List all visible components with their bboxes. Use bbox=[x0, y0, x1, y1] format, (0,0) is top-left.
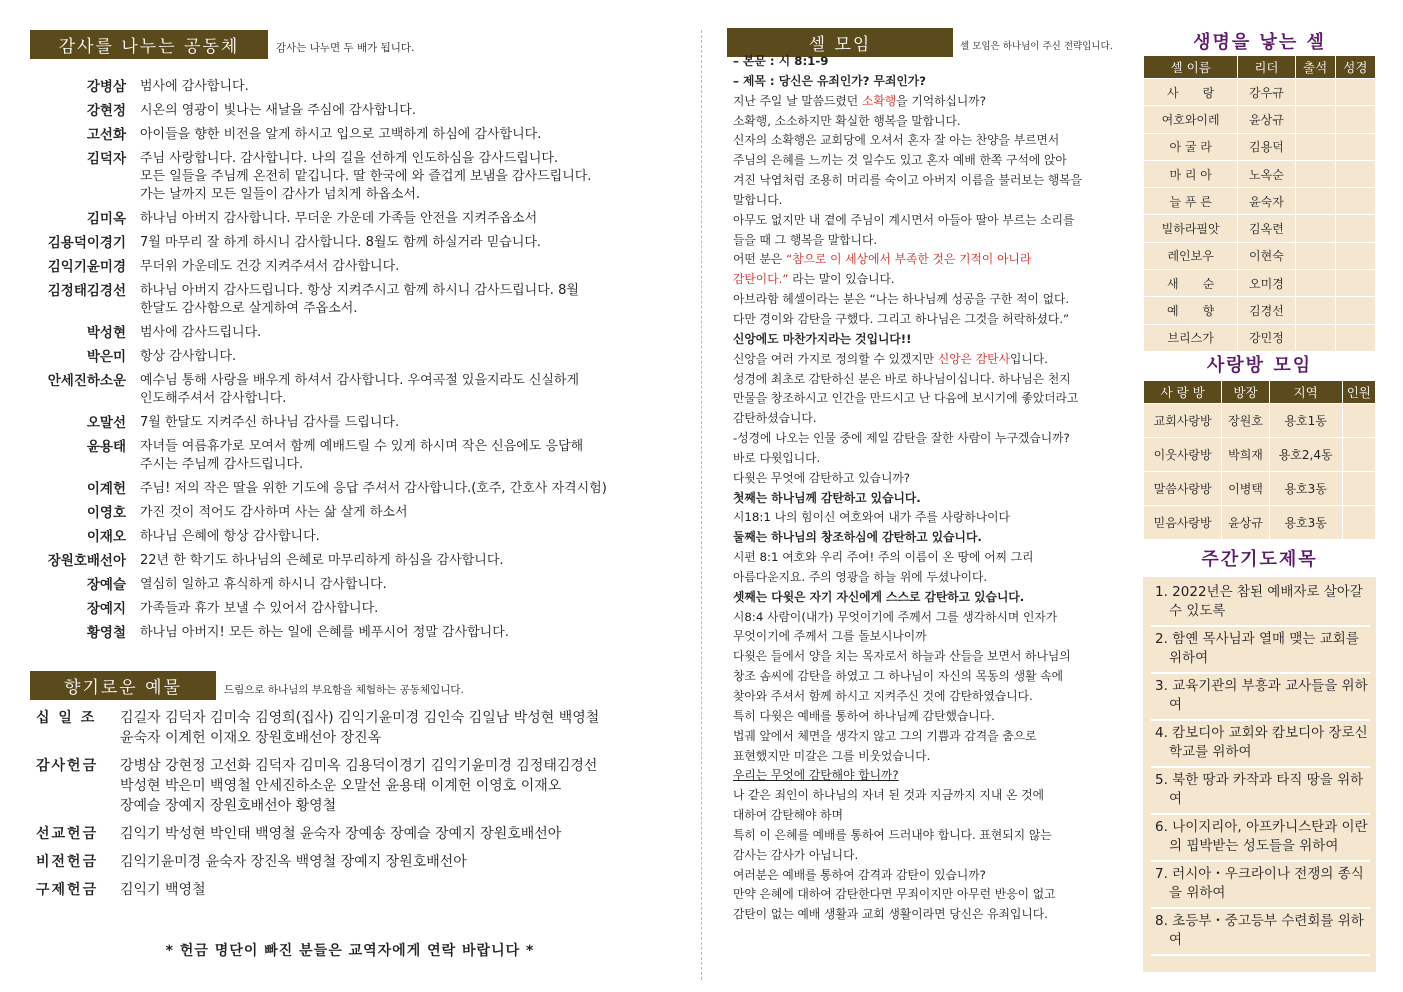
thanks-name: 이영호 bbox=[86, 505, 126, 521]
sermon-line bbox=[733, 112, 1129, 132]
thanks-name: 오말선 bbox=[86, 415, 126, 431]
thanks-name: 장예슬 bbox=[86, 577, 126, 593]
table-cell bbox=[1335, 160, 1375, 187]
sermon-line bbox=[733, 885, 1129, 905]
thanks-text: 범사에 감사합니다. bbox=[140, 79, 249, 94]
thanks-text: 항상 감사합니다. bbox=[140, 349, 237, 364]
offering-names: 김익기 박성현 박인태 백영철 윤숙자 장예송 장예슬 장예지 장원호배선아 bbox=[120, 826, 562, 842]
offering-label: 감사헌금 bbox=[36, 758, 99, 774]
prayer-list bbox=[1143, 577, 1376, 972]
sermon-text: 둘째는 하나님의 창조하심에 감탄하고 있습니다. bbox=[733, 530, 982, 545]
thanks-row bbox=[30, 324, 680, 342]
sermon-line bbox=[733, 905, 1129, 925]
thanks-text: 하나님 아버지 감사합니다. 무더운 가운데 가족들 안전을 지켜주옵소서 bbox=[140, 211, 538, 226]
table-cell: 용호1동 bbox=[1269, 404, 1342, 438]
table-cell: 늘 푸 른 bbox=[1144, 188, 1238, 215]
sermon-text: 여러분은 예배를 통하여 감격과 감탄이 있습니까? bbox=[733, 867, 986, 882]
sermon-line bbox=[733, 409, 1129, 429]
table-cell bbox=[1335, 133, 1375, 160]
table-cell: 새 순 bbox=[1144, 270, 1238, 297]
sermon-text: 신앙은 감탄사 bbox=[937, 351, 1010, 366]
sermon-line bbox=[733, 588, 1129, 608]
table-cell: 교회사랑방 bbox=[1144, 404, 1222, 438]
sermon-line bbox=[733, 528, 1129, 548]
cell-table-row bbox=[1144, 106, 1376, 133]
thanks-text: 22년 한 학기도 하나님의 은혜로 마무리하게 하심을 감사합니다. bbox=[140, 553, 504, 568]
column-header: 출석 bbox=[1295, 56, 1335, 79]
table-cell bbox=[1335, 79, 1375, 106]
sermon-text: 첫째는 하나님께 감탄하고 있습니다. bbox=[733, 490, 921, 505]
sermon-text: 나 같은 죄인이 하나님의 자녀 된 것과 지금까지 지내 온 것에 bbox=[733, 788, 1044, 803]
table-cell: 빌하라필앗 bbox=[1144, 215, 1238, 242]
thanks-name: 이재오 bbox=[86, 529, 126, 545]
offering-row bbox=[36, 852, 676, 872]
thanks-text: 7월 마무리 잘 하게 하시니 감사합니다. 8월도 함께 하실거라 믿습니다. bbox=[140, 235, 542, 250]
table-cell: 윤숙자 bbox=[1238, 188, 1295, 215]
thanks-name: 황영철 bbox=[86, 625, 126, 641]
table-cell: 용호2,4동 bbox=[1269, 438, 1342, 472]
offering-section-note: 드림으로 하나님의 부요함을 체험하는 공동체입니다. bbox=[224, 684, 464, 696]
prayer-item: 2. 함옌 목사님과 열매 맺는 교회를 위하여 bbox=[1151, 628, 1370, 674]
table-cell bbox=[1335, 324, 1375, 351]
thanks-section-title: 감사를 나누는 공동체 bbox=[30, 30, 268, 59]
sermon-line bbox=[733, 171, 1129, 191]
table-cell bbox=[1335, 188, 1375, 215]
sermon-text: 들을 때 그 행복을 말합니다. bbox=[733, 232, 878, 247]
thanks-section-note: 감사는 나누면 두 배가 됩니다. bbox=[276, 42, 415, 54]
sermon-line bbox=[733, 548, 1129, 568]
sermon-line bbox=[733, 846, 1129, 866]
column-header: 지역 bbox=[1269, 381, 1342, 404]
table-cell: 사 랑 bbox=[1144, 79, 1238, 106]
thanks-row bbox=[30, 528, 680, 546]
thanks-text: 가족들과 휴가 보낼 수 있어서 감사합니다. bbox=[140, 601, 379, 616]
sermon-line bbox=[733, 211, 1129, 231]
sermon-text: 특히 다윗은 예배를 통하여 하나님께 감탄했습니다. bbox=[733, 708, 995, 723]
sermon-text: 감탄이다.” bbox=[733, 272, 789, 287]
table-cell: 김경선 bbox=[1238, 297, 1295, 324]
table-cell bbox=[1295, 79, 1335, 106]
sermon-text: 바로 다윗입니다. bbox=[733, 450, 821, 465]
sermon-line bbox=[733, 290, 1129, 310]
table-cell bbox=[1335, 106, 1375, 133]
table-cell: 브리스가 bbox=[1144, 324, 1238, 351]
table-cell bbox=[1295, 188, 1335, 215]
sermon-text: 을 기억하십니까? bbox=[896, 93, 986, 108]
prayer-item: 7. 러시아・우크라이나 전쟁의 종식을 위하여 bbox=[1151, 863, 1370, 909]
thanks-row bbox=[30, 78, 680, 96]
table-cell: 노옥순 bbox=[1238, 160, 1295, 187]
cell-table bbox=[1143, 55, 1376, 352]
thanks-text: 범사에 감사드립니다. bbox=[140, 325, 262, 340]
cell-table-title: 생명을 낳는 셀 bbox=[1193, 32, 1326, 53]
sermon-line bbox=[733, 747, 1129, 767]
offering-list bbox=[36, 708, 676, 908]
sermon-text: 라는 말이 있습니다. bbox=[788, 272, 895, 287]
love-table-title: 사랑방 모임 bbox=[1206, 355, 1313, 376]
thanks-name: 강현정 bbox=[86, 103, 126, 119]
sermon-text: 감탄하셨습니다. bbox=[733, 411, 817, 426]
sermon-text: 시8:4 사람이(내가) 무엇이기에 주께서 그를 생각하시며 인자가 bbox=[733, 609, 1058, 624]
table-cell: 윤상규 bbox=[1222, 506, 1269, 540]
sermon-text: 소확행, 소소하지만 확실한 행복을 말합니다. bbox=[733, 113, 961, 128]
sermon-line bbox=[733, 608, 1129, 628]
sermon-text: 입니다. bbox=[1009, 351, 1048, 366]
offering-row bbox=[36, 880, 676, 900]
sermon-text: 소확행 bbox=[861, 93, 897, 108]
thanks-text: 7월 한달도 지켜주신 하나님 감사를 드립니다. bbox=[140, 415, 400, 430]
sermon-line bbox=[733, 151, 1129, 171]
sermon-text: 신자의 소확행은 교회당에 오셔서 혼자 잘 아는 찬양을 부르면서 bbox=[733, 133, 1060, 148]
prayer-item: 1. 2022년은 참된 예배자로 살아갈 수 있도록 bbox=[1151, 581, 1370, 627]
cell-table-row bbox=[1144, 160, 1376, 187]
love-table-row bbox=[1144, 438, 1376, 472]
cell-table-row bbox=[1144, 324, 1376, 351]
sermon-text: 만약 은혜에 대하여 감탄한다면 무죄이지만 아무런 반응이 없고 bbox=[733, 887, 1056, 902]
thanks-row bbox=[30, 600, 680, 618]
column-header: 리더 bbox=[1238, 56, 1295, 79]
column-divider bbox=[701, 30, 702, 980]
thanks-row bbox=[30, 258, 680, 276]
thanks-name: 김용덕이경기 bbox=[47, 235, 126, 251]
thanks-row bbox=[30, 282, 680, 318]
table-cell bbox=[1295, 297, 1335, 324]
sermon-line bbox=[733, 330, 1129, 350]
table-cell bbox=[1295, 242, 1335, 269]
thanks-row bbox=[30, 210, 680, 228]
sermon-line bbox=[733, 806, 1129, 826]
sermon-line bbox=[733, 469, 1129, 489]
thanks-row bbox=[30, 624, 680, 642]
table-cell bbox=[1342, 404, 1375, 438]
thanks-text: 주님! 저의 작은 딸을 위한 기도에 응답 주셔서 감사합니다.(호주, 간호사 자격시험) bbox=[140, 481, 607, 496]
sermon-text: 아름다운지요. 주의 영광을 하늘 위에 두셨나이다. bbox=[733, 569, 988, 584]
thanks-text: 아이들을 향한 비전을 알게 하시고 입으로 고백하게 하심에 감사합니다. bbox=[140, 127, 542, 142]
cell-table-row bbox=[1144, 215, 1376, 242]
thanks-name: 강병삼 bbox=[86, 79, 126, 95]
cell-table-row bbox=[1144, 270, 1376, 297]
table-cell bbox=[1342, 506, 1375, 540]
cell-table-row bbox=[1144, 242, 1376, 269]
sermon-line bbox=[733, 766, 1129, 786]
prayer-item: 5. 북한 땅과 카작과 타직 땅을 위하여 bbox=[1151, 769, 1370, 815]
column-header: 셀 이름 bbox=[1144, 56, 1238, 79]
thanks-name: 김덕자 bbox=[86, 151, 126, 167]
table-cell bbox=[1295, 106, 1335, 133]
table-cell: 믿음사랑방 bbox=[1144, 506, 1222, 540]
sermon-text: 다윗은 무엇에 감탄하고 있습니까? bbox=[733, 470, 911, 485]
thanks-name: 안세진하소운 bbox=[47, 373, 126, 389]
table-cell: 오미경 bbox=[1238, 270, 1295, 297]
sermon-line bbox=[733, 707, 1129, 727]
sermon-text: 아무도 없지만 내 곁에 주님이 계시면서 아들아 딸아 부르는 소리를 bbox=[733, 212, 1075, 227]
thanks-name: 고선화 bbox=[86, 127, 126, 143]
sermon-text: 감사는 감사가 아닙니다. bbox=[733, 847, 859, 862]
sermon-text: – 본문 : 시 8:1-9 bbox=[733, 54, 829, 68]
cell-table-row bbox=[1144, 188, 1376, 215]
sermon-text: 지난 주일 날 말씀드렸던 bbox=[733, 93, 862, 108]
sermon-text: 시18:1 나의 힘이신 여호와여 내가 주를 사랑하나이다 bbox=[733, 510, 1010, 525]
table-cell: 레인보우 bbox=[1144, 242, 1238, 269]
offering-label: 십 일 조 bbox=[36, 710, 97, 726]
sermon-line bbox=[733, 429, 1129, 449]
thanks-name: 윤용태 bbox=[86, 439, 126, 455]
cell-table-row bbox=[1144, 133, 1376, 160]
thanks-row bbox=[30, 504, 680, 522]
thanks-text: 열심히 일하고 휴식하게 하시니 감사합니다. bbox=[140, 577, 387, 592]
table-cell: 아 굴 라 bbox=[1144, 133, 1238, 160]
thanks-text: 가진 것이 적어도 감사하며 사는 삶 살게 하소서 bbox=[140, 505, 408, 520]
thanks-row bbox=[30, 372, 680, 408]
thanks-list bbox=[30, 78, 680, 648]
sermon-line bbox=[733, 52, 1129, 72]
sermon-text: 신앙에도 마찬가지라는 것입니다!! bbox=[733, 331, 912, 346]
table-cell: 용호3동 bbox=[1269, 472, 1342, 506]
sermon-line bbox=[733, 647, 1129, 667]
sermon-text: 감탄이 없는 예배 생활과 교회 생활이라면 당신은 유죄입니다. bbox=[733, 907, 1048, 922]
table-cell bbox=[1335, 242, 1375, 269]
column-header: 인원 bbox=[1342, 381, 1375, 404]
thanks-row bbox=[30, 126, 680, 144]
sermon-line bbox=[733, 489, 1129, 509]
table-cell bbox=[1295, 270, 1335, 297]
table-cell: 윤상규 bbox=[1238, 106, 1295, 133]
sermon-text: 신앙을 여러 가지로 정의할 수 있겠지만 bbox=[733, 351, 938, 366]
table-cell: 이현숙 bbox=[1238, 242, 1295, 269]
offering-label: 비전헌금 bbox=[36, 854, 99, 870]
thanks-row bbox=[30, 480, 680, 498]
thanks-row bbox=[30, 414, 680, 432]
sermon-line bbox=[733, 508, 1129, 528]
sermon-line bbox=[733, 667, 1129, 687]
thanks-row bbox=[30, 348, 680, 366]
sermon-text: 어떤 분은 bbox=[733, 252, 787, 267]
sermon-line bbox=[733, 389, 1129, 409]
sermon-text: 법궤 앞에서 체면을 생각지 않고 그의 기쁨과 감격을 춤으로 bbox=[733, 728, 1037, 743]
thanks-name: 김익기윤미경 bbox=[47, 259, 126, 275]
sermon-text: 창조 솜씨에 감탄을 하였고 그 하나님이 자신의 목동의 생활 속에 bbox=[733, 669, 1064, 684]
sermon-text: 셋째는 다윗은 자기 자신에게 스스로 감탄하고 있습니다. bbox=[733, 589, 1025, 604]
sermon-text: 아브라함 헤셀이라는 분은 “나는 하나님께 성공을 구한 적이 없다. bbox=[733, 292, 1070, 307]
thanks-name: 장예지 bbox=[86, 601, 126, 617]
thanks-name: 김정태김경선 bbox=[47, 283, 126, 299]
sermon-line bbox=[733, 449, 1129, 469]
table-cell bbox=[1342, 472, 1375, 506]
table-cell: 강우규 bbox=[1238, 79, 1295, 106]
table-cell: 마 리 아 bbox=[1144, 160, 1238, 187]
offering-names: 강병삼 강현정 고선화 김덕자 김미옥 김용덕이경기 김익기윤미경 김정태김경선 박성현 박은미 백영철 안세진하소운 오말선 윤용태 이계헌 이영호 이재오 장예슬 장예지 장원호배선아 황영철 bbox=[120, 758, 598, 814]
table-cell: 예 향 bbox=[1144, 297, 1238, 324]
love-table-row bbox=[1144, 404, 1376, 438]
sermon-line bbox=[733, 270, 1129, 290]
table-cell bbox=[1335, 270, 1375, 297]
cell-table-row bbox=[1144, 79, 1376, 106]
thanks-row bbox=[30, 438, 680, 474]
offering-row bbox=[36, 756, 676, 816]
table-cell: 강민정 bbox=[1238, 324, 1295, 351]
table-cell: 이병택 bbox=[1222, 472, 1269, 506]
thanks-text: 시온의 영광이 빛나는 새날을 주심에 감사합니다. bbox=[140, 103, 416, 118]
table-cell bbox=[1335, 297, 1375, 324]
sermon-line bbox=[733, 191, 1129, 211]
offering-footnote: * 헌금 명단이 빠진 분들은 교역자에게 연락 바랍니다 * bbox=[165, 943, 535, 959]
sermon-line bbox=[733, 370, 1129, 390]
love-table bbox=[1143, 380, 1376, 540]
sermon-text: “참으로 이 세상에서 부족한 것은 기적이 아니라 bbox=[786, 252, 1032, 267]
love-table-row bbox=[1144, 472, 1376, 506]
sermon-text: 시편 8:1 여호와 우리 주여! 주의 이름이 온 땅에 어찌 그리 bbox=[733, 550, 1034, 565]
cell-section-note: 셀 모임은 하나님이 주신 전략입니다. bbox=[960, 41, 1113, 52]
table-cell bbox=[1295, 215, 1335, 242]
table-header-row bbox=[1144, 381, 1376, 404]
column-header: 성경 bbox=[1335, 56, 1375, 79]
table-cell: 여호와이레 bbox=[1144, 106, 1238, 133]
sermon-line bbox=[733, 866, 1129, 886]
thanks-row bbox=[30, 150, 680, 204]
sermon-text: 대하여 감탄해야 하며 bbox=[733, 808, 844, 823]
prayer-item: 4. 캄보디아 교회와 캄보디아 장로신학교를 위하여 bbox=[1151, 722, 1370, 768]
sermon-text: 주님의 은혜를 느끼는 것 일수도 있고 혼자 예배 한쪽 구석에 앉아 bbox=[733, 153, 1067, 168]
thanks-text: 자녀들 여름휴가로 모여서 함께 예배드릴 수 있게 하시며 작은 신음에도 응답해 주시는 주님께 감사드립니다. bbox=[140, 439, 584, 472]
thanks-text: 하나님 은혜에 항상 감사합니다. bbox=[140, 529, 320, 544]
column-header: 방장 bbox=[1222, 381, 1269, 404]
thanks-row bbox=[30, 552, 680, 570]
prayer-item: 6. 나이지리아, 아프카니스탄과 이란의 핍박받는 성도들을 위하여 bbox=[1151, 816, 1370, 862]
table-header-row bbox=[1144, 56, 1376, 79]
love-table-row bbox=[1144, 506, 1376, 540]
offering-label: 선교헌금 bbox=[36, 826, 99, 842]
offering-names: 김익기 백영철 bbox=[120, 882, 206, 898]
offering-section-title: 향기로운 예물 bbox=[30, 671, 216, 700]
offering-names: 김익기윤미경 윤숙자 장진옥 백영철 장예지 장원호배선아 bbox=[120, 854, 467, 870]
thanks-text: 무더위 가운데도 건강 지켜주셔서 감사합니다. bbox=[140, 259, 400, 274]
thanks-name: 박성현 bbox=[86, 325, 126, 341]
prayer-item: 8. 초등부・중고등부 수련회를 위하여 bbox=[1151, 910, 1370, 956]
sermon-line bbox=[733, 727, 1129, 747]
sermon-text: 특히 이 은혜를 예배를 통하여 드러내야 합니다. 표현되지 않는 bbox=[733, 827, 1052, 842]
thanks-name: 장원호배선아 bbox=[47, 553, 126, 569]
sermon-text: 성경에 최초로 감탄하신 분은 바로 하나님이십니다. 하나님은 천지 bbox=[733, 371, 1071, 386]
cell-sermon-text bbox=[733, 52, 1129, 925]
sermon-line bbox=[733, 627, 1129, 647]
table-cell: 김용덕 bbox=[1238, 133, 1295, 160]
thanks-row bbox=[30, 234, 680, 252]
table-cell bbox=[1342, 438, 1375, 472]
thanks-text: 하나님 아버지 감사드립니다. 항상 지켜주시고 함께 하시니 감사드립니다. 8월 한달도 감사함으로 살게하여 주옵소서. bbox=[140, 283, 579, 316]
table-cell: 용호3동 bbox=[1269, 506, 1342, 540]
thanks-name: 김미옥 bbox=[86, 211, 126, 227]
table-cell bbox=[1295, 133, 1335, 160]
prayer-item: 3. 교육기관의 부흥과 교사들을 위하여 bbox=[1151, 675, 1370, 721]
table-cell bbox=[1295, 160, 1335, 187]
sermon-line bbox=[733, 250, 1129, 270]
prayer-title: 주간기도제목 bbox=[1201, 549, 1318, 570]
thanks-name: 이계헌 bbox=[86, 481, 126, 497]
sermon-line bbox=[733, 826, 1129, 846]
cell-table-row bbox=[1144, 297, 1376, 324]
sermon-line bbox=[733, 131, 1129, 151]
sermon-line bbox=[733, 310, 1129, 330]
table-cell: 말씀사랑방 bbox=[1144, 472, 1222, 506]
sermon-line bbox=[733, 687, 1129, 707]
thanks-row bbox=[30, 576, 680, 594]
sermon-line bbox=[733, 92, 1129, 112]
sermon-line bbox=[733, 231, 1129, 251]
sermon-text: – 제목 : 당신은 유죄인가? 무죄인가? bbox=[733, 73, 926, 88]
sermon-text: 우리는 무엇에 감탄해야 합니까? bbox=[733, 768, 899, 783]
sermon-text: -성경에 나오는 인물 중에 제일 감탄을 잘한 사람이 누구겠습니까? bbox=[733, 431, 1070, 446]
sermon-text: 표현했지만 미갈은 그를 비웃었습니다. bbox=[733, 748, 931, 763]
offering-names: 김길자 김덕자 김미숙 김영희(집사) 김익기윤미경 김인숙 김일남 박성현 백영철 윤숙자 이계헌 이재오 장원호배선아 장진옥 bbox=[120, 710, 600, 746]
sermon-text: 무엇이기에 주께서 그를 돌보시나이까 bbox=[733, 629, 927, 644]
sermon-text: 말합니다. bbox=[733, 192, 783, 207]
sermon-line bbox=[733, 568, 1129, 588]
thanks-name: 박은미 bbox=[86, 349, 126, 365]
table-cell: 김옥련 bbox=[1238, 215, 1295, 242]
table-cell: 박희재 bbox=[1222, 438, 1269, 472]
sermon-text: 찾아와 주셔서 함께 하시고 지켜주신 것에 감탄하였습니다. bbox=[733, 689, 1033, 703]
sermon-line bbox=[733, 72, 1129, 92]
offering-row bbox=[36, 824, 676, 844]
offering-label: 구제헌금 bbox=[36, 882, 99, 898]
column-header: 사 랑 방 bbox=[1144, 381, 1222, 404]
sermon-line bbox=[733, 786, 1129, 806]
sermon-text: 만물을 창조하시고 인간을 만드시고 난 다음에 보시기에 좋았더라고 bbox=[733, 391, 1079, 406]
cell-section-title: 셀 모임 bbox=[727, 28, 953, 57]
table-cell: 이웃사랑방 bbox=[1144, 438, 1222, 472]
sermon-text: 겨진 낙엽처럼 조용히 머리를 숙이고 아버지 이름을 불러보는 행복을 bbox=[733, 173, 1083, 188]
thanks-text: 예수님 통해 사랑을 배우게 하셔서 감사합니다. 우여곡절 있을지라도 신실하게 인도해주셔서 감사합니다. bbox=[140, 373, 580, 406]
offering-row bbox=[36, 708, 676, 748]
table-cell: 장원호 bbox=[1222, 404, 1269, 438]
sermon-text: 다만 경이와 감탄을 구했다. 그리고 하나님은 그것을 허락하셨다.” bbox=[733, 311, 1070, 326]
sermon-line bbox=[733, 350, 1129, 370]
table-cell bbox=[1335, 215, 1375, 242]
sermon-text: 다윗은 들에서 양을 치는 목자로서 하늘과 산들을 보면서 하나님의 bbox=[733, 649, 1071, 664]
table-cell bbox=[1295, 324, 1335, 351]
thanks-text: 주님 사랑합니다. 감사합니다. 나의 길을 선하게 인도하심을 감사드립니다. 모든 일들을 주님께 온전히 맡깁니다. 딸 한국에 와 즐겁게 보냄을 감사드립니다. 가는 날까지 모든 일들이 감사가 넘치게 하옵소서. bbox=[140, 151, 592, 202]
thanks-text: 하나님 아버지! 모든 하는 일에 은혜를 베푸시어 정말 감사합니다. bbox=[140, 625, 509, 640]
thanks-row bbox=[30, 102, 680, 120]
